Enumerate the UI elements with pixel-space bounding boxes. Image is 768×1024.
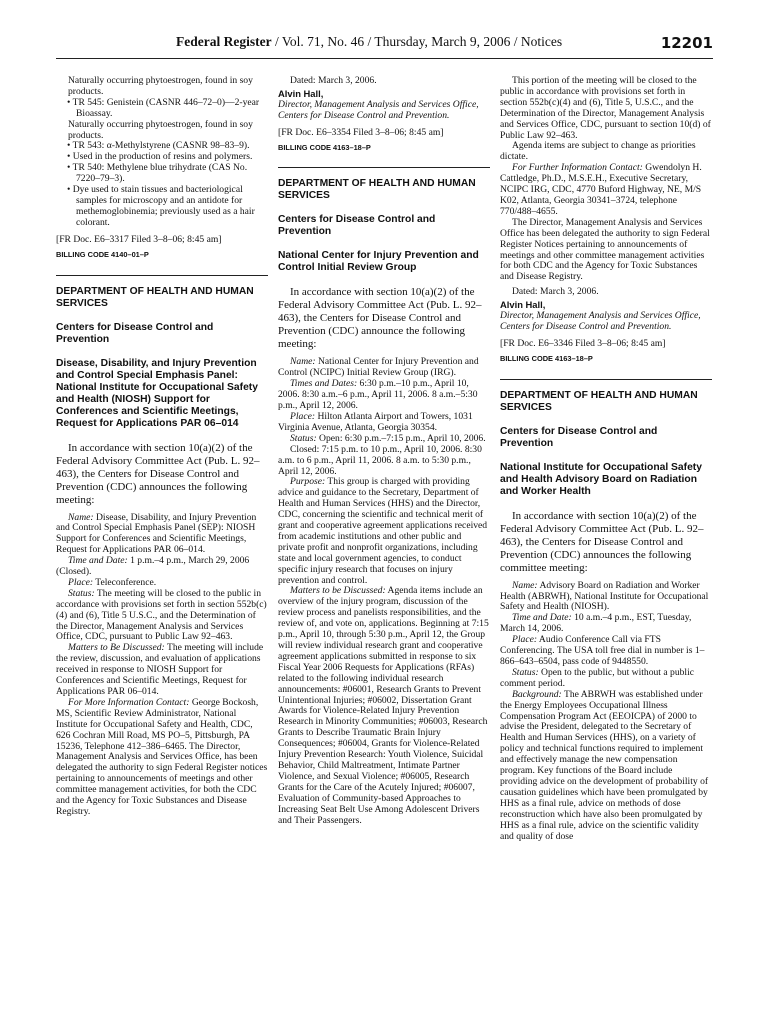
section-divider — [500, 379, 712, 380]
list-item: • Used in the production of resins and polymers. — [67, 151, 253, 163]
agency-heading: Centers for Disease Control and Prevention — [500, 425, 658, 449]
notice-paragraph — [500, 668, 712, 690]
notice-paragraph — [278, 379, 490, 412]
paragraph-text: This portion of the meeting will be closed to the public in accordance with provisions set forth in section 552b(c)(4) and (6), Title 5, U.S.C., and the Determination of the Director, Management Analysis and Services Office, CDC, pursuant to section 10(d) of Public Law 92–463. — [500, 76, 711, 141]
notice-paragraph — [500, 690, 712, 843]
list-item: Naturally occurring phytoestrogen, found in soy products. — [68, 76, 253, 97]
billing-code: BILLING CODE 4163–18–P — [278, 142, 371, 152]
paragraph-text: Teleconference. — [93, 576, 157, 588]
list-item: • Dye used to stain tissues and bacteriological samples for microscopy and an antidote for methemoglobinemia; previously used as a hair colorant. — [67, 184, 255, 228]
paragraph-label: Matters to be Discussed: — [290, 585, 386, 597]
notice-body — [278, 357, 490, 826]
paragraph-text: The meeting will be closed to the public in accordance with provisions set forth in section 552b(c)(4) and (6), Title 5 U.S.C., and the Determination of the Director, Management Analysis and Services Office, CDC, pursuant to Public Law 92–463. — [56, 587, 267, 643]
paragraph-label: Place: — [290, 410, 316, 422]
paragraph-text: Disease, Disability, and Injury Prevention and Control Special Emphasis Panel (SEP): NIOSH Support for Conferences and Scientific Meetings, Request for Applications PAR 06–014. — [56, 511, 257, 556]
notice-body — [500, 581, 712, 843]
publication-name: Federal Register — [176, 34, 272, 49]
paragraph-label: Status: — [68, 587, 95, 599]
paragraph-text: Open to the public, but without a public comment period. — [500, 666, 694, 689]
notice-title: National Institute for Occupational Safety and Health Advisory Board on Radiation and Worker Health — [500, 461, 702, 497]
section-divider — [56, 275, 268, 276]
dated-line: Dated: March 3, 2006. — [290, 76, 377, 86]
column-3 — [500, 76, 712, 1014]
page-number: 12201 — [660, 34, 713, 52]
paragraph-text: National Center for Injury Prevention and Control (NCIPC) Initial Review Group (IRG). — [278, 356, 479, 379]
paragraph-label: For More Information Contact: — [68, 696, 190, 708]
paragraph-text: Agenda items are subject to change as priorities dictate. — [500, 140, 696, 163]
notice-paragraph — [500, 76, 712, 141]
list-item: • TR 545: Genistein (CASNR 446–72–0)—2-year Bioassay. — [67, 96, 260, 119]
notice-intro: In accordance with section 10(a)(2) of the Federal Advisory Committee Act (Pub. L. 92–463), the Centers for Disease Control and Prevention (CDC) announce the following meeting: — [278, 286, 482, 351]
notice-intro: In accordance with section 10(a)(2) of the Federal Advisory Committee Act (Pub. L. 92–463), the Centers for Disease Control and Prevention (CDC) announces the following meeting: — [56, 441, 260, 506]
notice-paragraph — [278, 357, 490, 379]
fr-doc-line: [FR Doc. E6–3354 Filed 3–8–06; 8:45 am] — [278, 126, 444, 138]
notice-intro: In accordance with section 10(a)(2) of the Federal Advisory Committee Act (Pub. L. 92–463), the Centers for Disease Control and Prevention (CDC) announces the following committee meeting: — [500, 509, 704, 574]
signer-title: Director, Management Analysis and Services Office, Centers for Disease Control and Prevention. — [500, 310, 701, 332]
department-heading: DEPARTMENT OF HEALTH AND HUMAN SERVICES — [278, 178, 476, 202]
paragraph-label: Name: — [68, 511, 94, 523]
department-heading: DEPARTMENT OF HEALTH AND HUMAN SERVICES — [56, 285, 254, 309]
paragraph-text: George Bockosh, MS, Scientific Review Administrator, National Institute for Occupational Safety and Health, CDC, 626 Cochran Mill Road, MS PO–5, Pittsburgh, PA 15236, Telephone 412–386–6465. The Director, Management Analysis and Services Office, has been delegated the authority to sign Federal Register notices pertaining to announcements of meetings and other committee management activities, for both the CDC and the Agency for Toxic Substances and Disease Registry. — [56, 696, 268, 817]
notice-paragraph — [500, 635, 712, 668]
signer-name: Alvin Hall, — [278, 87, 324, 99]
paragraph-label: Background: — [512, 688, 562, 700]
paragraph-label: Status: — [512, 666, 539, 678]
notice-paragraph — [500, 581, 712, 614]
paragraph-text: Audio Conference Call via FTS Conferencing. The USA toll free dial in number is 1–866–643–6504, pass code of 9448550. — [500, 634, 705, 667]
notice-paragraph — [500, 613, 712, 635]
notice-paragraph — [278, 477, 490, 586]
fr-doc-line: [FR Doc. E6–3346 Filed 3–8–06; 8:45 am] — [500, 337, 666, 349]
billing-code: BILLING CODE 4140–01–P — [56, 249, 149, 259]
paragraph-text: Agenda items include an overview of the injury program, discussion of the review process and panelists responsibilities, and the review of, and vote on, applications. Beginning at 7:15 p.m., April 10, through 5:30 p.m., April 12, the Group will review individual research grant and cooperative agreement applications submitted in response to six Fiscal Year 2006 Requests for Applications (RFAs) related to the following individual research announcements: #06001, Research Grants to Prevent Unintentional Injuries; #06002, Dissertation Grant Awards for Violence-Related Injury Prevention Research in Minority Communities; #06003, Research Grants to Describe Traumatic Brain Injury Consequences; #06004, Grants for Violence-Related Injury Prevention Research: Youth Violence, Suicidal Behavior, Child Maltreatment, Intimate Partner Violence, and Sexual Violence; #06005, Research Grants for the Care of the Acutely Injured; #06007, Evaluation of Community-based Approaches to Increasing Seat Belt Use Among Adolescent Drivers and Their Passengers. — [278, 585, 489, 826]
paragraph-label: Name: — [290, 356, 316, 368]
notice-paragraph — [56, 556, 268, 578]
page-header — [56, 34, 713, 59]
paragraph-label: Time and Date: — [512, 612, 572, 624]
paragraph-text: 6:30 p.m.–10 p.m., April 10, 2006. 8:30 a.m.–6 p.m., April 11, 2006. 8 a.m.–5:30 p.m., April 12, 2006. — [278, 378, 478, 412]
paragraph-text: Advisory Board on Radiation and Worker Health (ABRWH), National Institute for Occupational Safety and Health (NIOSH). — [500, 579, 709, 613]
paragraph-label: Purpose: — [290, 476, 326, 488]
paragraph-text: The meeting will include the review, discussion, and evaluation of applications received in response to NIOSH Support for Conferences and Scientific Meetings, Request for Applications PAR 06–014. — [56, 642, 264, 697]
notice-body — [56, 513, 268, 818]
paragraph-label: Times and Dates: — [290, 378, 358, 390]
notice-paragraph — [56, 643, 268, 698]
notice-paragraph — [500, 218, 712, 283]
list-item: • TR 543: α-Methylstyrene (CASNR 98–83–9). — [67, 140, 250, 152]
paragraph-text: Closed: 7:15 p.m. to 10 p.m., April 10, 2006. 8:30 a.m. to 6 p.m., April 11, 2006. 8 a.m. to 5:30 p.m., April 12, 2006. — [278, 443, 482, 477]
paragraph-text: 10 a.m.–4 p.m., EST, Tuesday, March 14, 2006. — [500, 612, 692, 635]
section-divider — [278, 167, 490, 168]
paragraph-label: For Further Information Contact: — [512, 162, 643, 174]
paragraph-label: Place: — [68, 576, 94, 588]
notice-paragraph — [278, 412, 490, 434]
paragraph-label: Name: — [512, 579, 538, 591]
paragraph-text: The Director, Management Analysis and Services Office has been delegated the authority to sign Federal Register Notices pertaining to announcements of meetings and other committee management activities for both CDC and the Agency for Toxic Substances and Disease Registry. — [500, 216, 710, 283]
agency-heading: Centers for Disease Control and Prevention — [56, 321, 214, 345]
department-heading: DEPARTMENT OF HEALTH AND HUMAN SERVICES — [500, 389, 698, 413]
notice-paragraph — [56, 513, 268, 557]
paragraph-label: Matters to Be Discussed: — [68, 642, 165, 654]
notice-paragraph — [500, 163, 712, 218]
notice-title: National Center for Injury Prevention and Control Initial Review Group — [278, 250, 479, 274]
column-2 — [278, 76, 490, 1014]
header-citation — [176, 34, 562, 50]
issue-info: / Vol. 71, No. 46 / Thursday, March 9, 2006 / Notices — [271, 34, 563, 49]
notice-title: Disease, Disability, and Injury Prevention and Control Special Emphasis Panel: National Institute for Occupational Safety and Health (NIOSH) Support for Conferences and Scientific Meetings, Request for Applications PAR 06–014 — [56, 357, 258, 429]
notice-paragraph — [278, 586, 490, 826]
list-item: Naturally occurring phytoestrogen, found in soy products. — [68, 118, 253, 141]
notice-continuation — [500, 76, 712, 283]
paragraph-text: 1 p.m.–4 p.m., March 29, 2006 (Closed). — [56, 555, 250, 578]
column-1 — [56, 76, 268, 1014]
notice-paragraph — [56, 698, 268, 818]
substance-list — [56, 76, 268, 229]
fr-doc-line: [FR Doc. E6–3317 Filed 3–8–06; 8:45 am] — [56, 233, 222, 245]
paragraph-text: Hilton Atlanta Airport and Towers, 1031 Virginia Avenue, Atlanta, Georgia 30354. — [278, 410, 473, 433]
notice-paragraph — [56, 589, 268, 644]
paragraph-label: Time and Date: — [68, 555, 128, 567]
paragraph-label: Status: — [290, 432, 317, 444]
agency-heading: Centers for Disease Control and Prevention — [278, 214, 436, 238]
signer-name: Alvin Hall, — [500, 299, 546, 311]
paragraph-text: The ABRWH was established under the Energy Employees Occupational Illness Compensation Program Act (EEOICPA) of 2000 to advise the President, delegated to the Secretary of Health and Human Services (HHS), on a variety of policy and technical functions required to implement and effectively manage the new compensation program. Key functions of the Board include providing advice on the development of probability of causation guidelines which have been promulgated by HHS as a final rule, advice on methods of dose reconstruction which have also been promulgated by HHS as a final rule, advice on the scientific validity and quality of dose — [500, 688, 709, 842]
paragraph-text: This group is charged with providing advice and guidance to the Secretary, Department of Health and Human Services (HHS) and the Director, CDC, concerning the scientific and technical merit of grant and cooperative agreement applications received from academic institutions and other public and private profit and nonprofit organizations, including state and local government agencies, to conduct specific injury research that focuses on injury prevention and control. — [278, 476, 488, 586]
list-item: • TR 540: Methylene blue trihydrate (CAS No. 7220–79–3). — [67, 162, 248, 185]
paragraph-text: Open: 6:30 p.m.–7:15 p.m., April 10, 2006. — [316, 432, 486, 444]
paragraph-text: Gwendolyn H. Cattledge, Ph.D., M.S.E.H., Executive Secretary, NCIPC IRG, CDC, 4770 Buford Highway, NE, M/S K02, Atlanta, Georgia 30341–3724, telephone 770/488–4655. — [500, 162, 702, 217]
paragraph-label: Place: — [512, 634, 538, 646]
notice-paragraph — [278, 445, 490, 478]
notice-paragraph — [500, 141, 712, 163]
dated-line: Dated: March 3, 2006. — [512, 286, 599, 298]
signer-title: Director, Management Analysis and Services Office, Centers for Disease Control and Prevention. — [278, 98, 479, 121]
billing-code: BILLING CODE 4163–18–P — [500, 353, 593, 363]
